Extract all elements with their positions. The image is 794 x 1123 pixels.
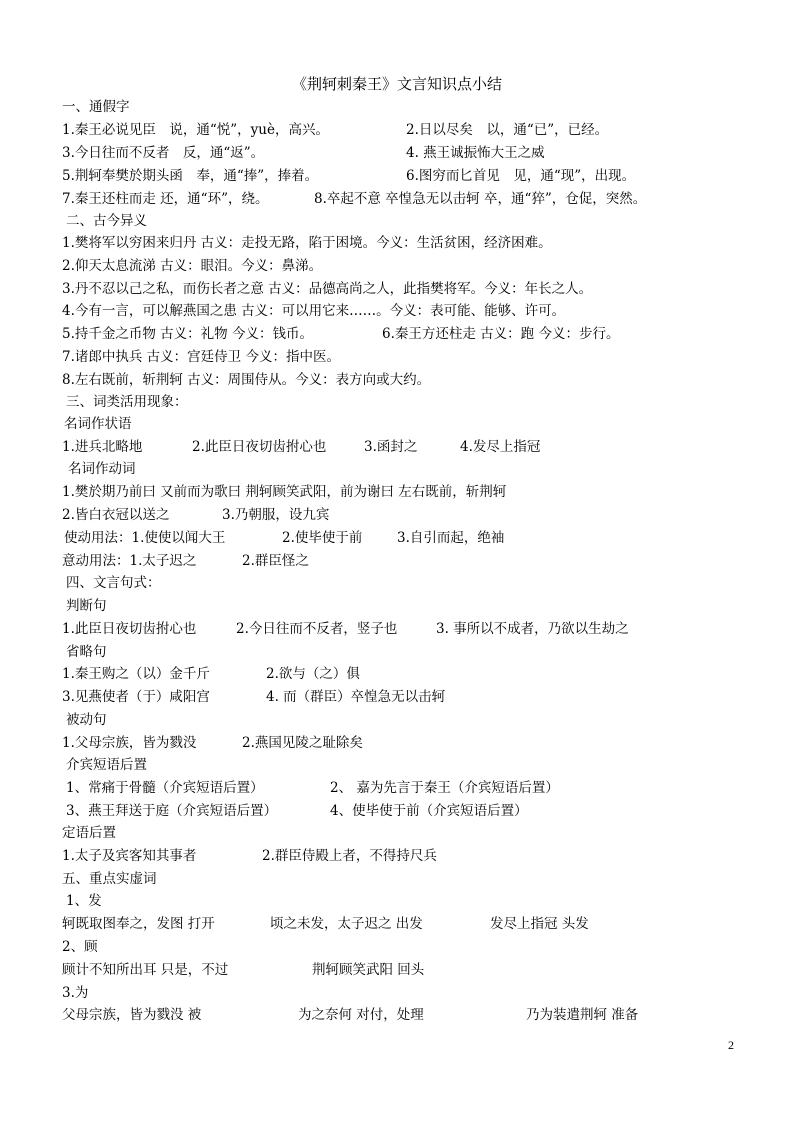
text-segment: 三、词类活用现象： xyxy=(66,394,188,410)
text-segment: 定语后置 xyxy=(62,825,116,841)
text-segment: 意动用法：1.太子迟之 xyxy=(62,553,197,569)
text-segment: 3.为 xyxy=(62,985,89,1001)
text-segment: 2.群臣侍殿上者，不得持尺兵 xyxy=(262,848,437,864)
text-segment: 1.樊将军以穷困来归丹 古义：走投无路，陷于困境。今义：生活贫困，经济困难。 xyxy=(62,235,552,251)
text-segment: 乃为装遣荆轲 准备 xyxy=(526,1007,639,1023)
text-segment: 3、燕王拜送于庭（介宾短语后置） xyxy=(66,803,278,819)
text-segment: 顷之未发，太子迟之 出发 xyxy=(270,916,423,932)
text-segment: 5.持千金之币物 古义：礼物 今义：钱币。 xyxy=(62,326,313,342)
text-segment: 1.父母宗族，皆为戮没 xyxy=(62,735,197,751)
text-segment: 6.秦王方还柱走 古义：跑 今义：步行。 xyxy=(382,326,620,342)
text-segment: 轲既取图奉之，发图 打开 xyxy=(62,916,215,932)
text-segment: 1、常痛于骨髓（介宾短语后置） xyxy=(66,780,264,796)
text-segment: 4. 燕王诚振怖大王之威 xyxy=(406,145,545,161)
text-segment: 二、古今异义 xyxy=(66,213,147,229)
text-segment: 使动用法：1.使使以闻大王 xyxy=(64,530,226,546)
text-segment: 五、重点实虚词 xyxy=(62,871,157,887)
text-segment: 1.樊於期乃前曰 又前而为歌曰 荆轲顾笑武阳，前为谢曰 左右既前，斩荆轲 xyxy=(62,484,507,500)
text-segment: 5.荆轲奉樊於期头函 奉，通“捧”，捧着。 xyxy=(62,168,319,184)
text-segment: 3.函封之 xyxy=(364,439,418,455)
text-segment: 父母宗族，皆为戮没 被 xyxy=(62,1007,202,1023)
text-segment: 1、发 xyxy=(66,893,102,909)
text-segment: 1.太子及宾客知其事者 xyxy=(62,848,197,864)
text-segment: 名词作动词 xyxy=(68,461,136,477)
text-segment: 4、使毕使于前（介宾短语后置） xyxy=(330,803,528,819)
text-segment: 3. 事所以不成者，乃欲以生劫之 xyxy=(436,621,629,637)
text-segment: 2.日以尽矣 以，通“已”，已经。 xyxy=(406,122,609,138)
text-segment: 2.群臣怪之 xyxy=(242,553,309,569)
text-segment: 为之奈何 对付，处理 xyxy=(298,1007,424,1023)
text-segment: 被动句 xyxy=(66,712,107,728)
page-number: 2 xyxy=(728,1038,734,1052)
text-segment: 4.发尽上指冠 xyxy=(460,439,541,455)
document-title: 《荆轲刺秦王》文言知识点小结 xyxy=(291,75,502,93)
text-segment: 3.见燕使者（于）咸阳宫 xyxy=(62,689,210,705)
text-segment: 3.丹不忍以己之私，而伤长者之意 古义：品德高尚之人，此指樊将军。今义：年长之人。 xyxy=(62,281,593,297)
text-segment: 四、文言句式： xyxy=(66,575,161,591)
text-segment: 4. 而（群臣）卒惶急无以击轲 xyxy=(266,689,446,705)
text-segment: 顾计不知所出耳 只是，不过 xyxy=(62,962,229,978)
text-segment: 2.燕国见陵之耻除矣 xyxy=(242,735,363,751)
text-segment: 3.自引而起，绝袖 xyxy=(397,530,505,546)
text-segment: 2.欲与（之）俱 xyxy=(266,666,360,682)
text-segment: 2、顾 xyxy=(62,939,98,955)
text-segment: 荆轲顾笑武阳 回头 xyxy=(312,962,425,978)
text-segment: 介宾短语后置 xyxy=(66,757,147,773)
text-segment: 7.诸郎中执兵 古义：宫廷侍卫 今义：指中医。 xyxy=(62,349,340,365)
text-segment: 4.今有一言，可以解燕国之患 古义：可以用它来……。今义：表可能、能够、许可。 xyxy=(62,303,566,319)
text-segment: 3.乃朝服，设九宾 xyxy=(222,507,330,523)
text-segment: 1.此臣日夜切齿拊心也 xyxy=(62,621,197,637)
text-segment: 1.秦王购之（以）金千斤 xyxy=(62,666,210,682)
text-segment: 2.今日往而不反者，竖子也 xyxy=(236,621,398,637)
text-segment: 名词作状语 xyxy=(64,416,132,432)
text-segment: 2.此臣日夜切齿拊心也 xyxy=(192,439,327,455)
text-segment: 3.今日往而不反者 反，通“返”。 xyxy=(62,145,265,161)
text-segment: 判断句 xyxy=(66,598,107,614)
text-segment: 省略句 xyxy=(66,644,107,660)
text-segment: 8.卒起不意 卒惶急无以击轲 卒，通“猝”，仓促，突然。 xyxy=(314,191,647,207)
text-segment: 一、通假字 xyxy=(62,99,130,115)
text-segment: 8.左右既前，斩荆轲 古义：周围侍从。今义：表方向或大约。 xyxy=(62,372,431,388)
text-segment: 2.仰天太息流涕 古义：眼泪。今义：鼻涕。 xyxy=(62,258,323,274)
text-segment: 发尽上指冠 头发 xyxy=(490,916,589,932)
text-segment: 1.秦王必说见臣 说，通“悦”，yuè，高兴。 xyxy=(62,122,329,138)
text-segment: 2.使毕使于前 xyxy=(282,530,363,546)
text-segment: 2、 嘉为先言于秦王（介宾短语后置） xyxy=(330,780,559,796)
text-segment: 1.进兵北略地 xyxy=(62,439,143,455)
text-segment: 7.秦王还柱而走 还，通“环”，绕。 xyxy=(62,191,269,207)
text-segment: 2.皆白衣冠以送之 xyxy=(62,507,170,523)
text-segment: 6.图穷而匕首见 见，通“现”，出现。 xyxy=(406,168,636,184)
